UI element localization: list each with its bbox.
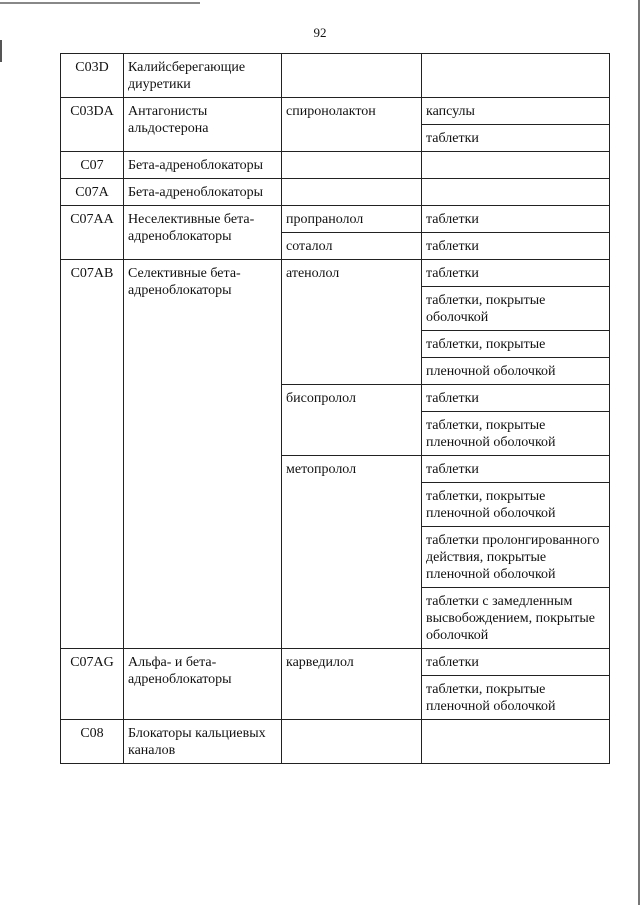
dosage-form-cell: таблетки с замедленным высвобождением, покрытые оболочкой [422,588,610,649]
dosage-form-cell [422,152,610,179]
atc-code-cell: C03DA [61,98,124,152]
substance-cell: атенолол [282,260,422,385]
table-row [61,54,610,98]
group-name-cell: Антагонисты альдостерона [124,98,282,152]
dosage-form-cell: таблетки, покрытые оболочкой [422,287,610,331]
atc-code-cell: C07 [61,152,124,179]
dosage-form-cell: таблетки [422,260,610,287]
atc-code-cell: C03D [61,54,124,98]
table-row [61,206,610,233]
group-name-cell: Блокаторы кальциевых каналов [124,720,282,764]
substance-cell: карведилол [282,649,422,720]
dosage-form-cell [422,720,610,764]
atc-code-cell: C07AG [61,649,124,720]
dosage-form-cell: таблетки [422,456,610,483]
dosage-form-cell [422,179,610,206]
table-row [61,179,610,206]
dosage-form-cell: таблетки [422,125,610,152]
group-name-cell: Селективные бета-адреноблокаторы [124,260,282,649]
substance-cell: пропранолол [282,206,422,233]
substance-cell: бисопролол [282,385,422,456]
substance-cell [282,179,422,206]
group-name-cell: Неселективные бета-адреноблокаторы [124,206,282,260]
atc-code-cell: C07AA [61,206,124,260]
dosage-form-cell [422,54,610,98]
substance-cell [282,54,422,98]
substance-cell: спиронолактон [282,98,422,152]
dosage-form-cell: таблетки, покрытые пленочной оболочкой [422,483,610,527]
dosage-form-cell: таблетки [422,649,610,676]
dosage-form-cell: таблетки, покрытые [422,331,610,358]
group-name-cell: Бета-адреноблокаторы [124,179,282,206]
page-number: 92 [313,25,327,40]
atc-code-cell: C08 [61,720,124,764]
dosage-form-cell: таблетки, покрытые пленочной оболочкой [422,676,610,720]
table-row [61,152,610,179]
medication-table [60,53,610,764]
table-row [61,260,610,287]
dosage-form-cell: таблетки пролонгированного действия, покрытые пленочной оболочкой [422,527,610,588]
group-name-cell: Бета-адреноблокаторы [124,152,282,179]
atc-code-cell: C07A [61,179,124,206]
table-row [61,98,610,125]
scan-artifact-left [0,40,2,62]
dosage-form-cell: капсулы [422,98,610,125]
substance-cell [282,152,422,179]
dosage-form-cell: таблетки [422,206,610,233]
substance-cell [282,720,422,764]
substance-cell: соталол [282,233,422,260]
scan-artifact-top [0,2,200,4]
dosage-form-cell: таблетки [422,385,610,412]
dosage-form-cell: пленочной оболочкой [422,358,610,385]
dosage-form-cell: таблетки, покрытые пленочной оболочкой [422,412,610,456]
table-row [61,720,610,764]
substance-cell: метопролол [282,456,422,649]
dosage-form-cell: таблетки [422,233,610,260]
medication-table-body [61,54,610,764]
group-name-cell: Калийсберегающие диуретики [124,54,282,98]
table-row [61,649,610,676]
atc-code-cell: C07AB [61,260,124,649]
group-name-cell: Альфа- и бета-адреноблокаторы [124,649,282,720]
